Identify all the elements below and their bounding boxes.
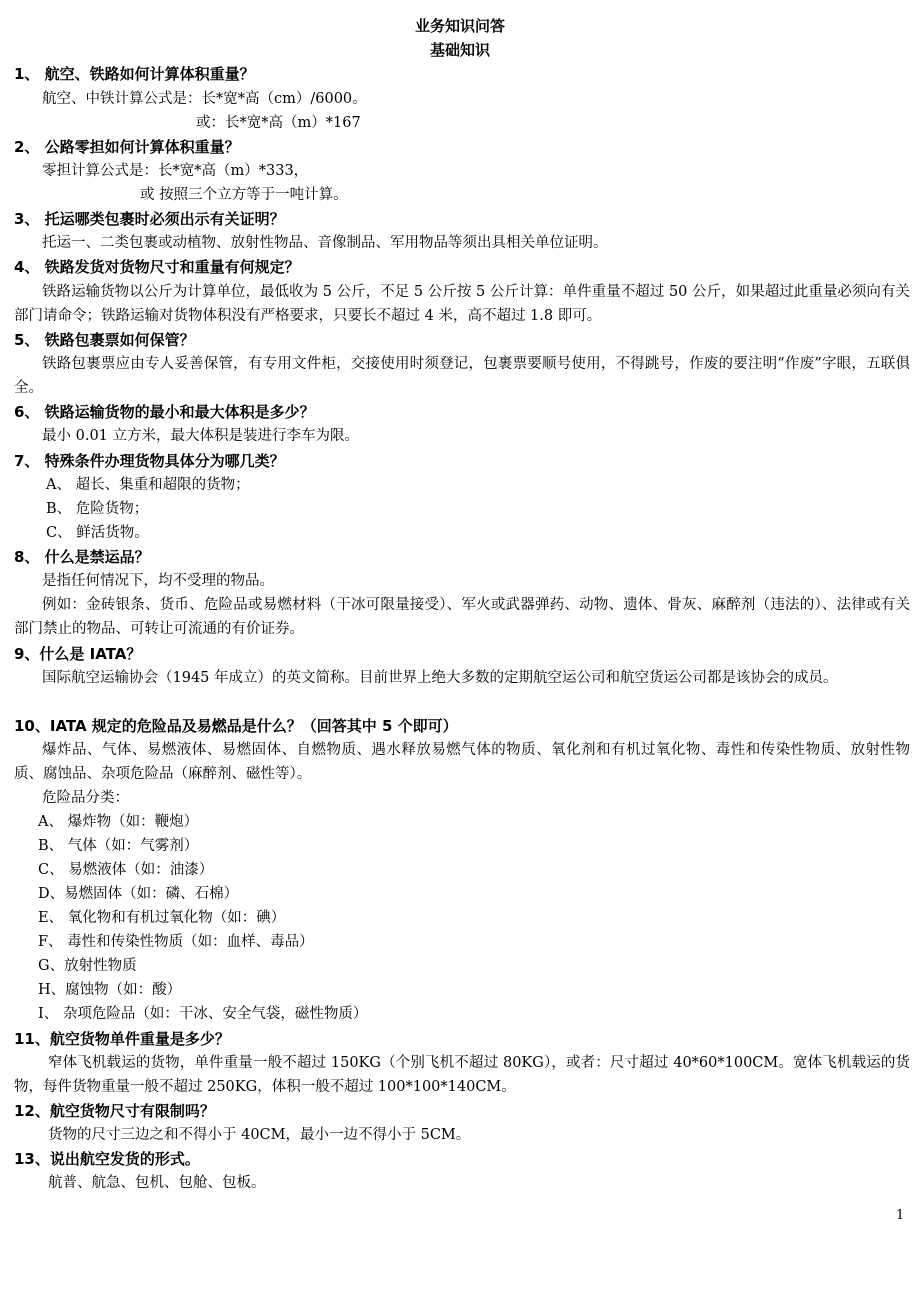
question-13: 13、说出航空发货的形式。 (14, 1150, 200, 1168)
list-item: H、腐蚀物（如：酸） (38, 982, 182, 998)
question-10: 10、IATA 规定的危险品及易燃品是什么？（回答其中 5 个即可） (14, 717, 458, 735)
list-item: A、 爆炸物（如：鞭炮） (38, 814, 199, 830)
answer-4: 铁路运输货物以公斤为计算单位，最低收为 5 公斤，不足 5 公斤按 5 公斤计算：单件重量不超过 50 公斤，如果超过此重量必须向有关部门请命令；铁路运输对货物体积没有严格要求，只要长不超过 4 米，高不超过 1.8 即可。 (14, 284, 910, 324)
question-1: 1、 航空、铁路如何计算体积重量？ (14, 65, 255, 83)
question-4: 4、 铁路发货对货物尺寸和重量有何规定？ (14, 258, 300, 276)
list-item: B、 危险货物； (46, 501, 149, 517)
list-item: D、易燃固体（如：磷、石棉） (38, 886, 239, 902)
answer-2-line-2: 或 按照三个立方等于一吨计算。 (140, 187, 348, 203)
answer-1-line-1: 航空、中铁计算公式是：长*宽*高（cm）/6000。 (42, 91, 367, 107)
list-item: F、 毒性和传染性物质（如：血样、毒品） (38, 934, 314, 950)
list-item: C、 鲜活货物。 (46, 525, 149, 541)
answer-9: 国际航空运输协会（1945 年成立）的英文简称。目前世界上绝大多数的定期航空运公司和航空货运公司都是该协会的成员。 (42, 670, 838, 686)
question-8: 8、 什么是禁运品？ (14, 548, 150, 566)
question-11: 11、航空货物单件重量是多少？ (14, 1030, 230, 1048)
answer-3: 托运一、二类包裹或动植物、放射性物品、音像制品、军用物品等须出具相关单位证明。 (42, 235, 608, 251)
answer-8-line-2: 例如：金砖银条、货币、危险品或易燃材料（干冰可限量接受）、军火或武器弹药、动物、遗体、骨灰、麻醉剂（违法的）、法律或有关部门禁止的物品、可转让可流通的有价证券。 (14, 597, 910, 637)
question-3: 3、 托运哪类包裹时必须出示有关证明？ (14, 210, 285, 228)
answer-10: 爆炸品、气体、易燃液体、易燃固体、自燃物质、遇水释放易燃气体的物质、氧化剂和有机过氧化物、毒性和传染性物质、放射性物质、腐蚀品、杂项危险品（麻醉剂、磁性等）。 (14, 742, 910, 782)
list-item: B、 气体（如：气雾剂） (38, 838, 199, 854)
question-9: 9、什么是 IATA？ (14, 645, 142, 663)
page-number: 1 (896, 1208, 905, 1223)
answer-2-line-1: 零担计算公式是：长*宽*高（m）*333， (42, 163, 309, 179)
question-6: 6、 铁路运输货物的最小和最大体积是多少？ (14, 403, 315, 421)
answer-12: 货物的尺寸三边之和不得小于 40CM，最小一边不得小于 5CM。 (48, 1127, 471, 1143)
hazard-class-label: 危险品分类： (42, 790, 129, 806)
answer-5: 铁路包裹票应由专人妥善保管，有专用文件柜，交接使用时须登记，包裹票要顺号使用，不得跳号，作废的要注明“作废”字眼，五联俱全。 (14, 356, 910, 396)
answer-1-line-2: 或：长*宽*高（m）*167 (196, 115, 361, 131)
question-12: 12、航空货物尺寸有限制吗？ (14, 1102, 215, 1120)
question-7: 7、 特殊条件办理货物具体分为哪几类？ (14, 452, 285, 470)
answer-13: 航普、航急、包机、包舱、包板。 (48, 1175, 266, 1191)
answer-11: 窄体飞机载运的货物，单件重量一般不超过 150KG（个别飞机不超过 80KG），或者：尺寸超过 40*60*100CM。宽体飞机载运的货物，每件货物重量一般不超过 250KG，体积一般不超过 100*100*140CM。 (14, 1055, 910, 1095)
list-item: C、 易燃液体（如：油漆） (38, 862, 214, 878)
answer-8-line-1: 是指任何情况下，均不受理的物品。 (42, 573, 274, 589)
question-2: 2、 公路零担如何计算体积重量？ (14, 138, 240, 156)
list-item: I、 杂项危险品（如：干冰、安全气袋，磁性物质） (38, 1006, 368, 1022)
answer-6: 最小 0.01 立方米，最大体积是装进行李车为限。 (42, 428, 360, 444)
list-item: A、 超长、集重和超限的货物； (46, 477, 250, 493)
list-item: G、放射性物质 (38, 958, 137, 974)
document-title: 业务知识问答 (414, 17, 505, 35)
list-item: E、 氧化物和有机过氧化物（如：碘） (38, 910, 286, 926)
document-subtitle: 基础知识 (429, 41, 490, 59)
question-5: 5、 铁路包裹票如何保管？ (14, 331, 195, 349)
